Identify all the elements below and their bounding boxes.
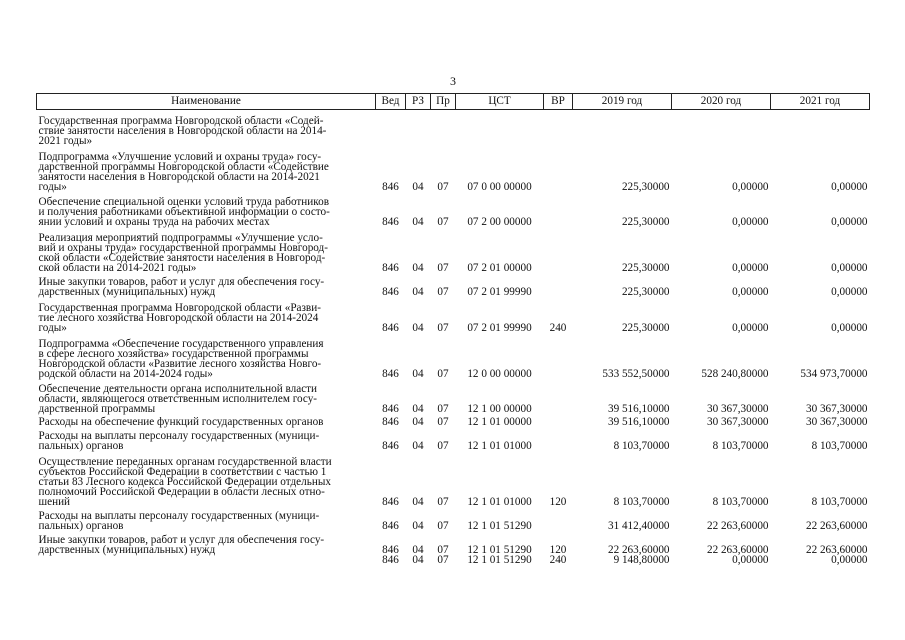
row-amount-2021-text: 0,00000 xyxy=(831,215,868,228)
row-pr xyxy=(431,227,456,273)
row-rz xyxy=(406,110,431,146)
row-rz xyxy=(406,333,431,379)
row-amount-2019-text: 9 148,80000 xyxy=(613,553,670,566)
row-pr-text: 07 xyxy=(437,553,449,566)
table-row xyxy=(37,507,870,531)
row-amount-2021 xyxy=(771,146,870,192)
row-ved-text: 846 xyxy=(382,519,399,532)
row-vr xyxy=(544,146,573,192)
row-pr-text: 07 xyxy=(437,367,449,380)
row-rz xyxy=(406,379,431,414)
row-amount-2020 xyxy=(672,414,771,427)
row-amount-2021-text: 22 263,60000 xyxy=(805,519,868,532)
row-name xyxy=(37,297,376,333)
row-pr-text: 07 xyxy=(437,519,449,532)
row-vr xyxy=(544,555,573,565)
table-row xyxy=(37,297,870,333)
row-ved-text: 846 xyxy=(382,402,399,415)
row-cst xyxy=(456,333,544,379)
row-cst-text: 07 2 01 00000 xyxy=(467,261,532,274)
row-ved xyxy=(376,192,406,227)
row-amount-2021-text: 30 367,30000 xyxy=(805,402,868,415)
row-ved-text: 846 xyxy=(382,215,399,228)
row-ved xyxy=(376,146,406,192)
row-amount-2020 xyxy=(672,273,771,297)
row-pr xyxy=(431,146,456,192)
row-ved xyxy=(376,333,406,379)
row-amount-2019 xyxy=(573,297,672,333)
row-amount-2020-text: 30 367,30000 xyxy=(706,402,769,415)
row-cst xyxy=(456,297,544,333)
row-rz-text: 04 xyxy=(412,543,424,556)
row-amount-2021 xyxy=(771,555,870,565)
row-cst-text: 07 0 00 00000 xyxy=(467,180,532,193)
row-amount-2020 xyxy=(672,146,771,192)
row-name-text: Государственная программа Новгородской области «Разви- тие лесного хозяйства Новгородской области на 2014-2024 годы» xyxy=(38,301,321,334)
row-amount-2019-text: 225,30000 xyxy=(621,261,670,274)
row-amount-2021 xyxy=(771,414,870,427)
row-pr xyxy=(431,273,456,297)
row-pr-text: 07 xyxy=(437,261,449,274)
row-name-text: Расходы на обеспечение функций государственных органов xyxy=(38,415,324,428)
row-amount-2020-text: 22 263,60000 xyxy=(706,519,769,532)
row-amount-2019 xyxy=(573,531,672,555)
row-amount-2020 xyxy=(672,427,771,451)
row-amount-2020 xyxy=(672,110,771,146)
row-pr xyxy=(431,297,456,333)
header-cst: ЦСТ xyxy=(456,94,544,110)
row-pr xyxy=(431,451,456,507)
row-vr-text: 120 xyxy=(549,495,567,508)
header-pr: Пр xyxy=(431,94,456,110)
row-ved xyxy=(376,531,406,555)
table-body xyxy=(37,110,870,565)
row-amount-2021-text: 30 367,30000 xyxy=(805,415,868,428)
row-amount-2021 xyxy=(771,333,870,379)
table-row xyxy=(37,379,870,414)
row-amount-2020-text: 22 263,60000 xyxy=(706,543,769,556)
row-name-text: Обеспечение деятельности органа исполнительной власти области, являющегося ответственным исполнителем госу- дарственной программы xyxy=(38,382,318,415)
row-amount-2021-text: 0,00000 xyxy=(831,285,868,298)
row-name xyxy=(37,414,376,427)
row-rz-text: 04 xyxy=(412,285,424,298)
row-name-text: Реализация мероприятий подпрограммы «Улучшение усло- вий и охраны труда» государственной программы Новгород- ской области «Содействие занятости населения в Новгород- ской области на 2014-2021 годы» xyxy=(38,231,328,274)
row-name xyxy=(37,227,376,273)
row-amount-2021-text: 8 103,70000 xyxy=(811,495,868,508)
row-amount-2019 xyxy=(573,110,672,146)
row-amount-2020 xyxy=(672,227,771,273)
row-cst-text: 12 1 00 00000 xyxy=(467,402,532,415)
row-ved xyxy=(376,110,406,146)
row-cst xyxy=(456,227,544,273)
row-amount-2019 xyxy=(573,555,672,565)
row-cst xyxy=(456,427,544,451)
row-pr xyxy=(431,531,456,555)
table-row xyxy=(37,110,870,146)
table-row xyxy=(37,333,870,379)
row-cst-text: 07 2 01 99990 xyxy=(467,321,532,334)
row-amount-2019 xyxy=(573,451,672,507)
page-number: 3 xyxy=(450,74,456,88)
row-rz xyxy=(406,192,431,227)
header-rz: РЗ xyxy=(406,94,431,110)
row-vr-text: 240 xyxy=(549,553,567,566)
row-rz-text: 04 xyxy=(412,321,424,334)
row-pr xyxy=(431,379,456,414)
row-ved xyxy=(376,427,406,451)
row-amount-2021 xyxy=(771,227,870,273)
row-cst-text: 12 1 01 51290 xyxy=(467,543,532,556)
row-amount-2021-text: 0,00000 xyxy=(831,261,868,274)
row-rz xyxy=(406,146,431,192)
row-cst xyxy=(456,507,544,531)
row-amount-2019-text: 533 552,50000 xyxy=(602,367,670,380)
row-vr-text: 240 xyxy=(549,321,567,334)
row-name xyxy=(37,333,376,379)
row-pr-text: 07 xyxy=(437,402,449,415)
row-vr xyxy=(544,297,573,333)
header-vr: ВР xyxy=(544,94,573,110)
row-amount-2021 xyxy=(771,451,870,507)
row-amount-2019 xyxy=(573,427,672,451)
row-ved-text: 846 xyxy=(382,553,399,566)
row-name xyxy=(37,146,376,192)
row-amount-2020 xyxy=(672,297,771,333)
row-ved-text: 846 xyxy=(382,367,399,380)
table-header-row xyxy=(37,94,870,110)
row-vr xyxy=(544,507,573,531)
row-amount-2020-text: 0,00000 xyxy=(732,553,769,566)
row-cst-text: 12 1 01 00000 xyxy=(467,415,532,428)
row-cst xyxy=(456,110,544,146)
row-cst-text: 12 1 01 51290 xyxy=(467,519,532,532)
table-row xyxy=(37,427,870,451)
row-rz xyxy=(406,531,431,555)
row-cst-text: 07 2 00 00000 xyxy=(467,215,532,228)
row-pr xyxy=(431,110,456,146)
row-amount-2020 xyxy=(672,333,771,379)
row-amount-2021-text: 22 263,60000 xyxy=(805,543,868,556)
row-pr xyxy=(431,192,456,227)
row-amount-2019-text: 8 103,70000 xyxy=(613,495,670,508)
row-amount-2020-text: 528 240,80000 xyxy=(701,367,769,380)
row-amount-2021-text: 0,00000 xyxy=(831,180,868,193)
row-amount-2019 xyxy=(573,507,672,531)
row-name-text: Расходы на выплаты персоналу государственных (муници- пальных) органов xyxy=(38,509,320,532)
row-amount-2020 xyxy=(672,451,771,507)
row-rz-text: 04 xyxy=(412,367,424,380)
row-pr-text: 07 xyxy=(437,215,449,228)
row-amount-2019-text: 31 412,40000 xyxy=(607,519,670,532)
row-ved xyxy=(376,379,406,414)
row-amount-2021-text: 0,00000 xyxy=(831,553,868,566)
row-vr xyxy=(544,427,573,451)
row-cst xyxy=(456,146,544,192)
row-cst xyxy=(456,555,544,565)
row-rz-text: 04 xyxy=(412,439,424,452)
row-cst xyxy=(456,451,544,507)
row-name xyxy=(37,192,376,227)
row-amount-2019-text: 22 263,60000 xyxy=(607,543,670,556)
row-ved-text: 846 xyxy=(382,439,399,452)
row-cst xyxy=(456,531,544,555)
row-ved-text: 846 xyxy=(382,321,399,334)
row-cst xyxy=(456,273,544,297)
row-rz-text: 04 xyxy=(412,215,424,228)
row-cst-text: 07 2 01 99990 xyxy=(467,285,532,298)
row-amount-2019 xyxy=(573,273,672,297)
row-amount-2021 xyxy=(771,192,870,227)
row-rz xyxy=(406,227,431,273)
row-cst-text: 12 1 01 01000 xyxy=(467,439,532,452)
row-cst xyxy=(456,192,544,227)
row-amount-2019 xyxy=(573,146,672,192)
row-pr-text: 07 xyxy=(437,415,449,428)
header-year-2019: 2019 год xyxy=(573,94,672,110)
row-rz-text: 04 xyxy=(412,261,424,274)
row-amount-2020-text: 8 103,70000 xyxy=(712,495,769,508)
row-amount-2020-text: 30 367,30000 xyxy=(706,415,769,428)
row-amount-2021 xyxy=(771,379,870,414)
row-ved-text: 846 xyxy=(382,261,399,274)
header-ved: Вед xyxy=(376,94,406,110)
row-amount-2020 xyxy=(672,531,771,555)
row-vr xyxy=(544,273,573,297)
row-amount-2019-text: 225,30000 xyxy=(621,215,670,228)
row-vr xyxy=(544,110,573,146)
row-amount-2021-text: 8 103,70000 xyxy=(811,439,868,452)
row-pr-text: 07 xyxy=(437,439,449,452)
row-rz xyxy=(406,273,431,297)
row-amount-2019-text: 225,30000 xyxy=(621,321,670,334)
budget-table xyxy=(36,93,870,565)
row-amount-2021-text: 0,00000 xyxy=(831,321,868,334)
row-name xyxy=(37,555,376,565)
row-amount-2020-text: 0,00000 xyxy=(732,261,769,274)
row-amount-2021 xyxy=(771,531,870,555)
row-pr-text: 07 xyxy=(437,180,449,193)
row-name-text: Расходы на выплаты персоналу государственных (муници- пальных) органов xyxy=(38,429,320,452)
row-amount-2019-text: 225,30000 xyxy=(621,180,670,193)
row-ved xyxy=(376,297,406,333)
row-amount-2021 xyxy=(771,273,870,297)
row-pr xyxy=(431,414,456,427)
row-pr xyxy=(431,333,456,379)
row-name xyxy=(37,110,376,146)
row-ved xyxy=(376,414,406,427)
row-amount-2020 xyxy=(672,507,771,531)
row-rz xyxy=(406,297,431,333)
row-vr xyxy=(544,192,573,227)
row-ved-text: 846 xyxy=(382,543,399,556)
row-name xyxy=(37,379,376,414)
table-row xyxy=(37,273,870,297)
table-row xyxy=(37,192,870,227)
row-amount-2020-text: 0,00000 xyxy=(732,180,769,193)
table-row xyxy=(37,555,870,565)
row-pr xyxy=(431,427,456,451)
row-pr-text: 07 xyxy=(437,543,449,556)
row-amount-2020 xyxy=(672,555,771,565)
row-name-text: Подпрограмма «Обеспечение государственного управления в сфере лесного хозяйства» государственной программы Новгородской области «Развитие лесного хозяйства Новго- родской области на 2014-2024 годы» xyxy=(38,337,324,380)
row-amount-2020-text: 0,00000 xyxy=(732,215,769,228)
row-vr xyxy=(544,414,573,427)
row-amount-2019-text: 8 103,70000 xyxy=(613,439,670,452)
row-vr xyxy=(544,379,573,414)
row-amount-2019 xyxy=(573,414,672,427)
row-rz-text: 04 xyxy=(412,553,424,566)
row-pr xyxy=(431,555,456,565)
row-vr-text: 120 xyxy=(549,543,567,556)
row-amount-2021 xyxy=(771,110,870,146)
row-amount-2019 xyxy=(573,379,672,414)
row-ved xyxy=(376,555,406,565)
row-pr xyxy=(431,507,456,531)
row-cst xyxy=(456,414,544,427)
header-year-2020: 2020 год xyxy=(672,94,771,110)
table-row xyxy=(37,146,870,192)
row-amount-2020-text: 8 103,70000 xyxy=(712,439,769,452)
row-pr-text: 07 xyxy=(437,285,449,298)
row-ved xyxy=(376,451,406,507)
row-name-text: Иные закупки товаров, работ и услуг для обеспечения госу- дарственных (муниципальных) нужд xyxy=(38,275,325,298)
row-name xyxy=(37,427,376,451)
row-amount-2019-text: 225,30000 xyxy=(621,285,670,298)
row-amount-2021 xyxy=(771,297,870,333)
row-rz xyxy=(406,427,431,451)
row-cst-text: 12 0 00 00000 xyxy=(467,367,532,380)
row-ved xyxy=(376,507,406,531)
row-vr xyxy=(544,451,573,507)
row-rz xyxy=(406,555,431,565)
row-name-text: Иные закупки товаров, работ и услуг для обеспечения госу- дарственных (муниципальных) нужд xyxy=(38,533,325,556)
row-ved-text: 846 xyxy=(382,415,399,428)
row-pr-text: 07 xyxy=(437,321,449,334)
table-row xyxy=(37,414,870,427)
row-rz-text: 04 xyxy=(412,415,424,428)
row-vr xyxy=(544,227,573,273)
row-name xyxy=(37,531,376,555)
row-ved xyxy=(376,273,406,297)
header-name: Наименование xyxy=(37,94,376,110)
row-ved-text: 846 xyxy=(382,285,399,298)
row-amount-2020 xyxy=(672,379,771,414)
row-amount-2019 xyxy=(573,192,672,227)
table-row xyxy=(37,227,870,273)
row-amount-2019-text: 39 516,10000 xyxy=(607,402,670,415)
row-rz-text: 04 xyxy=(412,495,424,508)
row-amount-2019-text: 39 516,10000 xyxy=(607,415,670,428)
row-name xyxy=(37,507,376,531)
row-name-text: Обеспечение специальной оценки условий труда работников и получения работниками объективной информации о состо- янии условий и охраны труда на рабочих местах xyxy=(38,195,330,228)
table-row xyxy=(37,451,870,507)
row-amount-2020-text: 0,00000 xyxy=(732,285,769,298)
row-rz-text: 04 xyxy=(412,402,424,415)
row-vr xyxy=(544,531,573,555)
row-rz-text: 04 xyxy=(412,180,424,193)
row-amount-2019 xyxy=(573,227,672,273)
row-name xyxy=(37,273,376,297)
table-row xyxy=(37,531,870,555)
row-ved xyxy=(376,227,406,273)
row-rz xyxy=(406,507,431,531)
row-ved-text: 846 xyxy=(382,180,399,193)
row-pr-text: 07 xyxy=(437,495,449,508)
row-cst xyxy=(456,379,544,414)
row-amount-2021 xyxy=(771,427,870,451)
row-amount-2020-text: 0,00000 xyxy=(732,321,769,334)
row-ved-text: 846 xyxy=(382,495,399,508)
row-amount-2021-text: 534 973,70000 xyxy=(800,367,868,380)
row-name-text: Государственная программа Новгородской области «Содей- ствие занятости населения в Новгородской области на 2014- 2021 годы» xyxy=(38,114,327,147)
row-cst-text: 12 1 01 51290 xyxy=(467,553,532,566)
row-amount-2020 xyxy=(672,192,771,227)
row-rz xyxy=(406,451,431,507)
row-name xyxy=(37,451,376,507)
row-amount-2021 xyxy=(771,507,870,531)
row-name-text: Осуществление переданных органам государственной власти субъектов Российской Федерации в соответствии с частью 1 статьи 83 Лесного кодекса Российской Федерации отдельных полномочий Российской Федерации в области лесных отно- шений xyxy=(38,455,332,508)
row-vr xyxy=(544,333,573,379)
row-amount-2019 xyxy=(573,333,672,379)
row-rz xyxy=(406,414,431,427)
row-rz-text: 04 xyxy=(412,519,424,532)
header-year-2021: 2021 год xyxy=(771,94,870,110)
row-cst-text: 12 1 01 01000 xyxy=(467,495,532,508)
row-name-text: Подпрограмма «Улучшение условий и охраны труда» госу- дарственной программы Новгородской области «Содействие занятости населения в Новгородской области на 2014-2021 годы» xyxy=(38,150,329,193)
